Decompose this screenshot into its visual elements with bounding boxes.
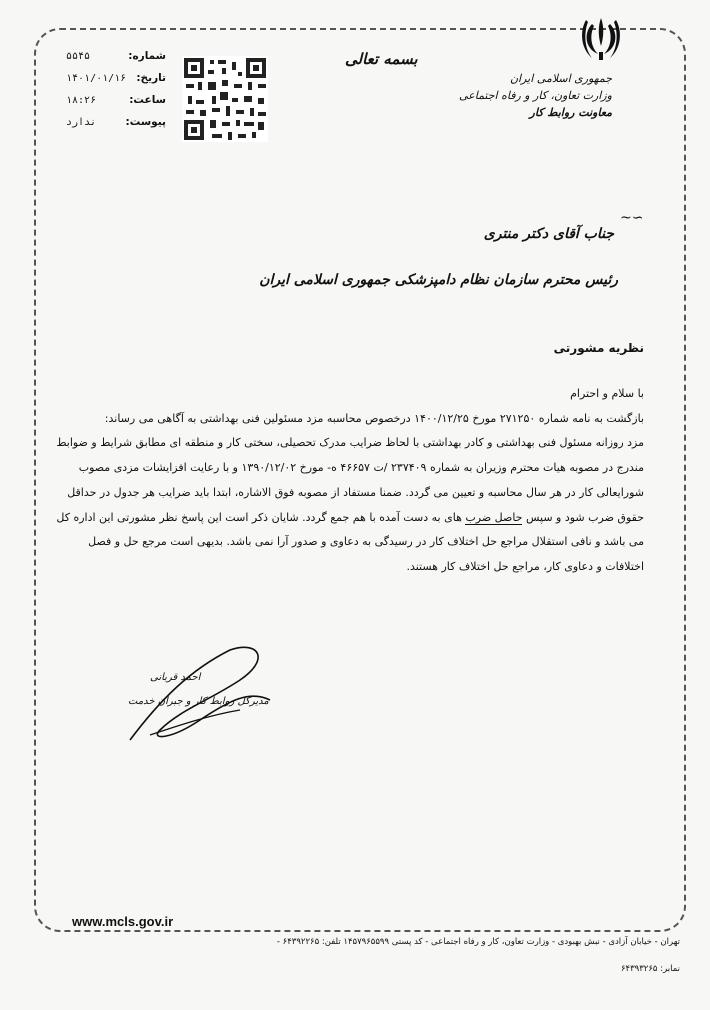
time-label: ساعت: bbox=[129, 94, 166, 106]
qr-code-icon bbox=[182, 56, 268, 142]
footer-fax: نمابر: ۶۴۳۹۳۲۶۵ bbox=[620, 964, 680, 974]
margin-squiggle: ~∽ bbox=[620, 210, 644, 226]
time-value: ۱۸:۲۶ bbox=[66, 95, 97, 106]
country-name: جمهوری اسلامی ایران bbox=[509, 72, 612, 85]
handwritten-signature bbox=[120, 640, 290, 750]
signer-title: مدیرکل روابط کار و جبران خدمت bbox=[128, 696, 269, 707]
attachment-label: پیوست: bbox=[125, 116, 166, 128]
website-link[interactable]: www.mcls.gov.ir bbox=[72, 914, 174, 929]
letter-body bbox=[52, 382, 644, 580]
ministry-header bbox=[459, 70, 612, 121]
paragraph-2-part-b: های به دست آمده با هم جمع گردد. شایان ذکر است این پاسخ نظر مشورتی این اداره کل می باشد و نافی استقلال مراجع حل اختلاف کار در رسیدگی به دعاوی و صدور آرا نمی باشد. بدیهی است مرجع حل و فصل اختلافات و دعاوی کار، مراجع حل اختلاف کار هستند. bbox=[56, 510, 644, 573]
date-row bbox=[66, 62, 166, 84]
number-label: شماره: bbox=[128, 50, 166, 62]
paragraph-2 bbox=[52, 431, 644, 579]
recipient-name: جناب آقای دکتر منتری bbox=[483, 226, 614, 242]
deputy-name: معاونت روابط کار bbox=[529, 106, 612, 119]
meta-block bbox=[66, 40, 166, 128]
underlined-phrase: حاصل ضرب bbox=[465, 510, 523, 524]
footer-address: تهران - خیابان آزادی - نبش بهبودی - وزارت تعاون، کار و رفاه اجتماعی - کد پستی ۱۴۵۷۹۶۵۵۹۹ تلفن: ۶۴۳۹۲۲۶۵ - bbox=[276, 937, 680, 947]
letter-subject: نظریه مشورتی bbox=[553, 341, 644, 355]
signer-name: احمد قربانی bbox=[150, 672, 201, 683]
iran-emblem-icon bbox=[578, 14, 624, 64]
bismillah-stamp: بسمه تعالی bbox=[345, 50, 418, 68]
number-row bbox=[66, 40, 166, 62]
paragraph-1: بازگشت به نامه شماره ۲۷۱۲۵۰ مورخ ۱۴۰۰/۱۲/۲۵ درخصوص محاسبه مزد مسئولین فنی بهداشتی به آگاهی می رساند: bbox=[104, 411, 644, 425]
date-label: تاریخ: bbox=[136, 72, 166, 84]
attachment-value: ندارد bbox=[66, 117, 97, 128]
number-value: ۵۵۴۵ bbox=[66, 51, 91, 62]
recipient-title: رئیس محترم سازمان نظام دامپزشکی جمهوری اسلامی ایران bbox=[259, 272, 618, 288]
greeting: با سلام و احترام bbox=[570, 387, 644, 400]
paragraph-2-part-a: مزد روزانه مسئول فنی بهداشتی و کادر بهداشتی با لحاظ ضرایب مدرک تحصیلی، سختی کار و منطقه ای مطابق شرایط و ضوابط مندرج در مصوبه هیات محترم وزیران به شماره ۲۳۷۴۰۹ /ت ۴۶۶۵۷ ه- مورخ ۱۳۹۰/۱۲/۰۲ و با رعایت افزایشات مزدی مصوب شورایعالی کار در هر سال محاسبه و تعیین می گردد. ضمنا مستفاد از مصوبه فوق الاشاره، ابتدا باید ضرایب هر جدول در حداقل حقوق ضرب شود و سپس bbox=[56, 436, 644, 524]
date-value: ۱۴۰۱/۰۱/۱۶ bbox=[66, 73, 127, 84]
attachment-row bbox=[66, 106, 166, 128]
time-row bbox=[66, 84, 166, 106]
ministry-name: وزارت تعاون، کار و رفاه اجتماعی bbox=[458, 89, 612, 102]
